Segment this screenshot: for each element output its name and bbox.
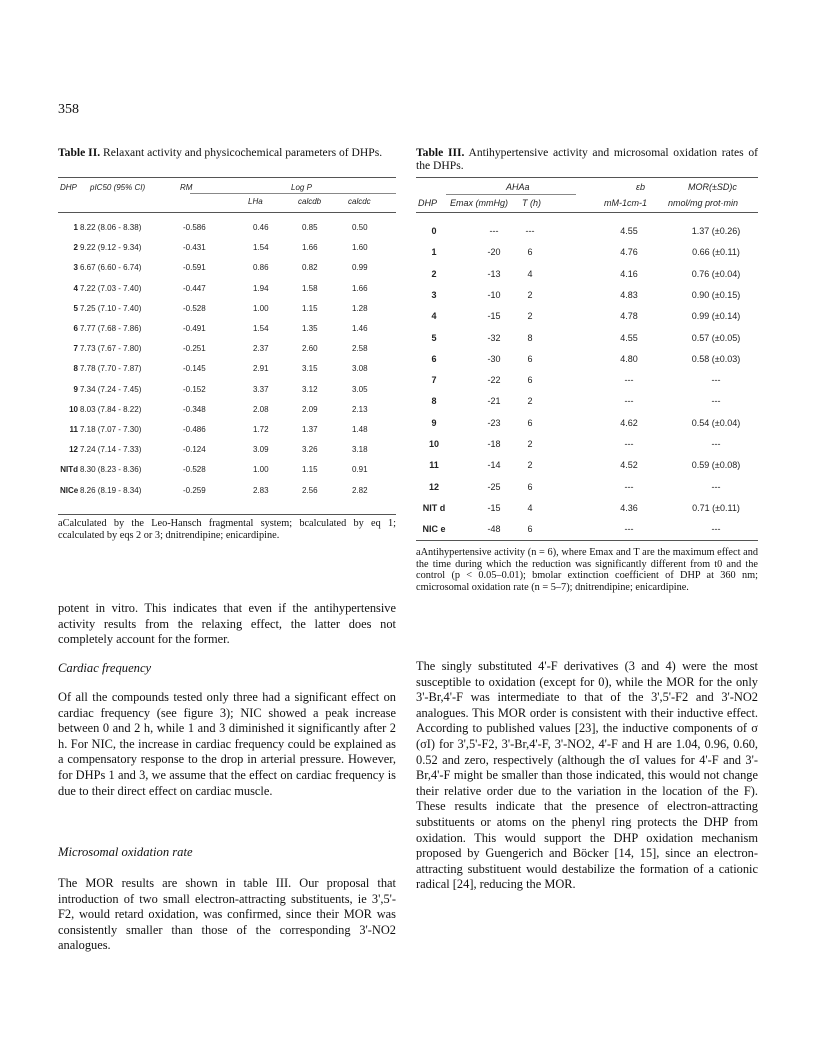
page-number: 358 (58, 102, 79, 117)
table2-cell-cc: 0.99 (352, 263, 368, 273)
table2-cell-rm: -0.348 (183, 404, 206, 414)
table2-cell-cb: 3.26 (302, 445, 318, 455)
table3-cell-t: 2 (527, 460, 533, 471)
table3-row (416, 269, 758, 285)
table2-row (58, 263, 396, 279)
table2-cell-rm: -0.491 (183, 324, 206, 333)
table2-cell-lh: 1.54 (253, 324, 269, 333)
table2-cell-pic: 8.26 (8.19 - 8.34) (80, 485, 142, 495)
table2-cell-cb: 1.66 (302, 243, 318, 253)
table3-cell-eps: 4.52 (620, 460, 638, 471)
table2-rule-top (58, 177, 396, 178)
table3-row (416, 311, 758, 327)
table2-row (58, 304, 396, 320)
table3-cell-mor: --- (711, 375, 721, 386)
table2-cell-cc: 0.50 (352, 223, 368, 232)
table2-cell-cc: 1.60 (352, 243, 368, 253)
table3-cell-mor: 0.99 (±0.14) (691, 311, 741, 322)
table3-cell-eps: 4.55 (620, 226, 638, 236)
table2-cell-cb: 1.15 (302, 303, 318, 313)
table3-cell-eps: --- (624, 375, 634, 386)
table3-rule-top (416, 177, 758, 178)
table2-cell-lh: 2.37 (253, 344, 269, 354)
table3-row (416, 375, 758, 391)
table2-cell-pic: 8.30 (8.23 - 8.36) (80, 465, 142, 475)
table2-cell-dhp: 6 (73, 324, 78, 333)
table3-cell-dhp: 1 (431, 247, 437, 258)
table2-cell-pic: 8.03 (7.84 - 8.22) (80, 404, 142, 414)
table2-cell-lh: 1.00 (253, 465, 269, 475)
table2-cell-rm: -0.124 (183, 445, 206, 455)
table3-cell-mor: 0.58 (±0.03) (691, 353, 741, 364)
table3-cell-dhp: 11 (429, 460, 439, 471)
table2-cell-cc: 2.82 (352, 485, 368, 495)
table3-row (416, 333, 758, 349)
table2-cell-pic: 6.67 (6.60 - 6.74) (80, 263, 142, 273)
left-intro-paragraph: potent in vitro. This indicates that even if the antihypertensive activity results from the relaxing effect, the latter does not completely account for the former. (58, 601, 396, 647)
table3-cell-emax: -20 (487, 247, 501, 258)
table2-row (58, 284, 396, 300)
t3-h-eps-unit: mM-1cm-1 (604, 198, 647, 208)
table3-cell-eps: 4.83 (620, 289, 638, 300)
table2-row (58, 364, 396, 380)
table3-cell-dhp: 10 (428, 439, 439, 449)
table2-cell-dhp: 5 (73, 303, 78, 313)
table2-cell-cb: 3.15 (302, 364, 318, 374)
paragraph-cardiac-frequency: Of all the compounds tested only three had a significant effect on cardiac frequency (see figure 3); NIC showed a peak increase between 0 and 2 h, while 1 and 3 diminished it significantly after 2 h. For NIC, the increase in cardiac frequency could be explained as a compensatory response to the drop in arterial pressure. However, for DHPs 1 and 3, we assume that the effect on cardiac frequency is due to their direct effect on cardiac muscle. (58, 690, 396, 798)
table3-row (416, 247, 758, 263)
table2 (58, 181, 396, 541)
table2-cell-dhp: 12 (69, 445, 78, 455)
t2-h-calcd-b: calcdb (298, 197, 322, 206)
table2-row (58, 385, 396, 401)
table2-cell-pic: 7.18 (7.07 - 7.30) (80, 425, 142, 434)
table2-cell-lh: 1.00 (253, 303, 269, 313)
table2-cell-rm: -0.251 (183, 344, 206, 354)
table3-cell-t: 2 (527, 396, 533, 407)
table2-cell-rm: -0.145 (183, 364, 206, 374)
table3-footnote: aAntihypertensive activity (n = 6), where Emax and T are the maximum effect and the time during which the reduction was significantly different from t0 and the control (p < 0.05–0.01); bmolar extinction coefficient of DHP at 360 nm; cmicrosomal oxidation rate (n = 5–7); dnitrendipine; enicardipine. (416, 547, 758, 593)
table2-cell-dhp: 3 (73, 263, 78, 273)
table3-cell-mor: --- (711, 524, 721, 535)
table2-cell-cc: 0.91 (352, 465, 368, 475)
table2-cell-pic: 7.78 (7.70 - 7.87) (80, 364, 142, 374)
table2-caption (58, 146, 396, 159)
table3-cell-t: 4 (527, 502, 533, 513)
table2-cell-cb: 2.09 (302, 404, 318, 414)
table2-cell-dhp: 9 (73, 384, 78, 394)
table3-rule-aha (446, 194, 576, 195)
table2-cell-cc: 2.13 (352, 404, 368, 414)
table2-cell-cc: 3.08 (352, 364, 368, 374)
table2-cell-rm: -0.431 (183, 243, 206, 253)
table2-cell-dhp: 2 (73, 243, 78, 253)
table3-cell-dhp: 2 (431, 268, 437, 279)
table2-rule-bottom (58, 514, 396, 515)
table3-cell-dhp: 7 (431, 375, 437, 386)
table2-row (58, 445, 396, 461)
table3-cell-mor: 0.76 (±0.04) (691, 268, 741, 279)
table2-rule-logp (190, 193, 396, 194)
table3-cell-t: 6 (527, 524, 533, 535)
table3-cell-dhp: 5 (431, 332, 437, 343)
table3-cell-dhp: NIC e (422, 524, 446, 535)
t3-h-emax: Emax (mmHg) (450, 198, 508, 208)
table2-cell-cb: 2.56 (302, 485, 318, 495)
table2-cell-rm: -0.528 (183, 303, 206, 313)
table2-cell-rm: -0.528 (183, 465, 206, 475)
table3-cell-emax: -32 (487, 332, 501, 343)
t3-h-mor-unit: nmol/mg prot·min (668, 198, 739, 208)
table3-cell-dhp: 4 (431, 311, 437, 322)
table2-cell-pic: 7.73 (7.67 - 7.80) (80, 344, 142, 354)
t3-h-aha: AHAa (506, 182, 530, 192)
table2-cell-dhp: 8 (73, 364, 78, 374)
table2-cell-lh: 1.94 (253, 283, 269, 293)
table3-cell-mor: 0.90 (±0.15) (691, 289, 741, 300)
table2-cell-cc: 3.05 (352, 384, 368, 394)
table2-cell-dhp: 7 (73, 344, 78, 354)
table2-row (58, 324, 396, 340)
table2-cell-rm: -0.447 (183, 283, 206, 293)
table2-cell-cc: 1.66 (352, 283, 368, 293)
table2-cell-pic: 7.34 (7.24 - 7.45) (80, 384, 142, 394)
table3-cell-dhp: 6 (431, 353, 437, 364)
t2-h-rm: RM (180, 183, 193, 192)
table3-cell-emax: -13 (487, 268, 501, 279)
table3-cell-eps: 4.80 (620, 353, 638, 364)
table3-cell-emax: -18 (487, 439, 501, 449)
table3-cell-mor: 0.71 (±0.11) (692, 502, 740, 513)
table3-cell-eps: 4.16 (620, 268, 638, 279)
heading-microsomal-oxidation: Microsomal oxidation rate (58, 845, 193, 859)
table3-cell-emax: --- (489, 226, 499, 236)
table2-cell-cb: 0.85 (302, 223, 318, 232)
table2-cell-cb: 1.58 (302, 283, 318, 293)
table3-cell-emax: -23 (487, 417, 501, 428)
table2-cell-rm: -0.591 (183, 263, 206, 273)
table3-cell-t: 6 (527, 375, 533, 386)
table2-cell-dhp: 4 (73, 283, 78, 293)
table3-row (416, 524, 758, 540)
table2-cell-pic: 8.22 (8.06 - 8.38) (80, 223, 142, 232)
table3-row (416, 226, 758, 242)
table2-cell-cc: 1.28 (352, 303, 368, 313)
table3-cell-eps: --- (624, 396, 634, 407)
table3-rule-header (416, 212, 758, 213)
table3-rule-bottom (416, 540, 758, 541)
table3-cell-emax: -21 (487, 396, 501, 407)
table2-cell-pic: 9.22 (9.12 - 9.34) (80, 243, 142, 253)
table2-cell-cb: 1.15 (302, 465, 318, 475)
table2-cell-pic: 7.77 (7.68 - 7.86) (80, 324, 142, 333)
table3-cell-emax: -48 (487, 524, 501, 535)
table2-cell-dhp: 1 (73, 223, 78, 232)
table3-cell-dhp: NIT d (422, 502, 446, 513)
table3-cell-eps: 4.78 (620, 311, 638, 322)
table3-cell-eps: --- (624, 481, 634, 492)
table3-cell-eps: 4.76 (620, 247, 638, 258)
table3 (416, 180, 758, 540)
table3-cell-dhp: 12 (428, 481, 439, 492)
t2-h-lh: LHa (248, 197, 263, 206)
table2-cell-cc: 1.46 (352, 324, 368, 333)
table3-cell-emax: -22 (487, 375, 501, 386)
table2-cell-pic: 7.22 (7.03 - 7.40) (80, 283, 142, 293)
table3-cell-mor: --- (711, 481, 721, 492)
t3-h-t: T (h) (522, 198, 541, 208)
table3-cell-mor: --- (711, 439, 721, 449)
table3-cell-emax: -10 (487, 289, 501, 300)
table2-cell-cb: 3.12 (302, 384, 318, 394)
table2-cell-dhp: NICe (60, 485, 79, 495)
paragraph-microsomal-oxidation: The MOR results are shown in table III. Our proposal that introduction of two small electron-attracting substituents, ie 3',5'-F2, would retard oxidation, was confirmed, since their MOR was consistently smaller than those of the corresponding 3'-NO2 analogues. (58, 876, 396, 953)
table3-cell-mor: 0.54 (±0.04) (691, 417, 741, 428)
table3-caption (416, 146, 758, 172)
table2-cell-cc: 3.18 (352, 445, 368, 455)
t2-h-dhp: DHP (60, 183, 77, 192)
table3-caption-label: Table III. (416, 146, 465, 159)
table3-cell-dhp: 9 (431, 417, 437, 428)
table3-cell-t: 8 (527, 332, 533, 343)
table3-cell-dhp: 3 (431, 289, 437, 300)
table2-row (58, 425, 396, 441)
table2-row (58, 243, 396, 259)
table2-row (58, 465, 396, 481)
table2-cell-dhp: 10 (69, 404, 78, 414)
table3-cell-mor: 0.66 (±0.11) (692, 247, 740, 258)
table2-cell-cb: 1.35 (302, 324, 318, 333)
table2-cell-pic: 7.24 (7.14 - 7.33) (80, 445, 142, 455)
table3-row (416, 503, 758, 519)
t3-h-mor: MOR(±SD)c (688, 182, 737, 192)
table3-caption-text: Antihypertensive activity and microsomal oxidation rates of the DHPs. (416, 146, 758, 172)
table2-cell-rm: -0.486 (183, 425, 206, 434)
table3-cell-emax: -15 (487, 311, 501, 322)
table3-cell-mor: --- (711, 396, 721, 407)
table3-cell-eps: --- (624, 524, 634, 535)
table3-cell-dhp: 0 (431, 226, 437, 236)
table2-cell-lh: 0.86 (253, 263, 269, 273)
table3-cell-t: 6 (527, 353, 533, 364)
table2-rule-header (58, 212, 396, 213)
table2-cell-cb: 1.37 (302, 425, 318, 434)
t3-h-eps: εb (636, 182, 645, 192)
table2-footnote: aCalculated by the Leo-Hansch fragmental system; bcalculated by eq 1; ccalculated by eqs 2 or 3; dnitrendipine; enicardipine. (58, 518, 396, 541)
table2-cell-lh: 2.83 (253, 485, 269, 495)
table2-row (58, 344, 396, 360)
table3-cell-emax: -14 (487, 460, 501, 471)
table3-cell-dhp: 8 (431, 396, 437, 407)
table3-row (416, 439, 758, 455)
t3-h-dhp: DHP (418, 198, 438, 208)
table2-cell-lh: 3.37 (253, 384, 269, 394)
table3-cell-t: 2 (527, 311, 533, 322)
table3-cell-eps: 4.36 (620, 502, 638, 513)
table3-row (416, 290, 758, 306)
table3-cell-eps: 4.55 (620, 332, 638, 343)
table3-row (416, 396, 758, 412)
table3-row (416, 460, 758, 476)
table2-cell-rm: -0.152 (183, 384, 206, 394)
table2-cell-dhp: 11 (69, 425, 78, 434)
table3-row (416, 482, 758, 498)
t2-h-logp: Log P (291, 183, 312, 192)
table3-cell-t: --- (525, 226, 535, 236)
table2-cell-pic: 7.25 (7.10 - 7.40) (80, 303, 142, 313)
table3-cell-eps: --- (624, 439, 634, 449)
table3-row (416, 354, 758, 370)
heading-cardiac-frequency: Cardiac frequency (58, 661, 152, 675)
table2-row (58, 486, 396, 502)
table3-cell-t: 6 (527, 417, 533, 428)
table3-cell-eps: 4.62 (620, 417, 638, 428)
table2-cell-lh: 0.46 (253, 223, 269, 232)
table3-row (416, 418, 758, 434)
table2-cell-rm: -0.586 (183, 223, 206, 232)
table3-cell-t: 4 (527, 268, 533, 279)
table2-cell-lh: 2.08 (253, 404, 269, 414)
table2-cell-cc: 2.58 (352, 344, 368, 354)
table3-cell-emax: -15 (487, 502, 501, 513)
table3-cell-t: 2 (527, 439, 533, 449)
table3-cell-mor: 1.37 (±0.26) (691, 226, 741, 236)
table2-cell-lh: 3.09 (253, 445, 269, 455)
table2-row (58, 405, 396, 421)
table3-cell-mor: 0.57 (±0.05) (691, 332, 741, 343)
table3-cell-mor: 0.59 (±0.08) (691, 460, 741, 471)
table2-cell-lh: 1.72 (253, 425, 269, 434)
table2-cell-dhp: NITd (60, 465, 78, 475)
table3-cell-emax: -25 (487, 481, 501, 492)
table2-cell-cb: 2.60 (302, 344, 318, 354)
table2-cell-cc: 1.48 (352, 425, 368, 434)
table2-caption-label: Table II. (58, 146, 101, 159)
t2-h-pic50: pIC50 (95% CI) (90, 183, 146, 192)
paragraph-right-column: The singly substituted 4'-F derivatives (3 and 4) were the most susceptible to oxidation (except for 0), while the MOR for the only 3'-Br,4'-F was intermediate to that of the 3',5'-F2 and 3'-NO2 analogues. This MOR order is consistent with their inductive effect. According to published values [23], the inductive components of σ (σI) for 3',5'-F2, 3'-Br,4'-F, 3'-NO2, 4'-F and H are 1.04, 0.96, 0.60, 0.52 and zero, respectively (although the σI values for 4'-F and 3'-Br,4'-F might be smaller than those indicated, this would not change their relative order due to the variation in the location of the F). These results indicate that the presence of electron-attracting substituents or atoms on the phenyl ring protects the DHP from oxidation. This would support the DHP oxidation mechanism proposed by Guengerich and Böcker [14, 15], since an electron-attracting substituent would destabilize the formation of a cationic radical [24], reducing the MOR. (416, 659, 758, 892)
t2-h-calcd-c: calcdc (348, 197, 371, 206)
table3-cell-t: 2 (527, 289, 533, 300)
table2-cell-rm: -0.259 (183, 485, 206, 495)
table2-cell-lh: 1.54 (253, 243, 269, 253)
table3-cell-emax: -30 (487, 353, 501, 364)
table3-cell-t: 6 (527, 247, 533, 258)
table2-row (58, 223, 396, 239)
table2-caption-text: Relaxant activity and physicochemical parameters of DHPs. (100, 146, 383, 159)
table3-cell-t: 6 (527, 481, 533, 492)
table2-cell-lh: 2.91 (253, 364, 269, 374)
table2-cell-cb: 0.82 (302, 263, 318, 273)
